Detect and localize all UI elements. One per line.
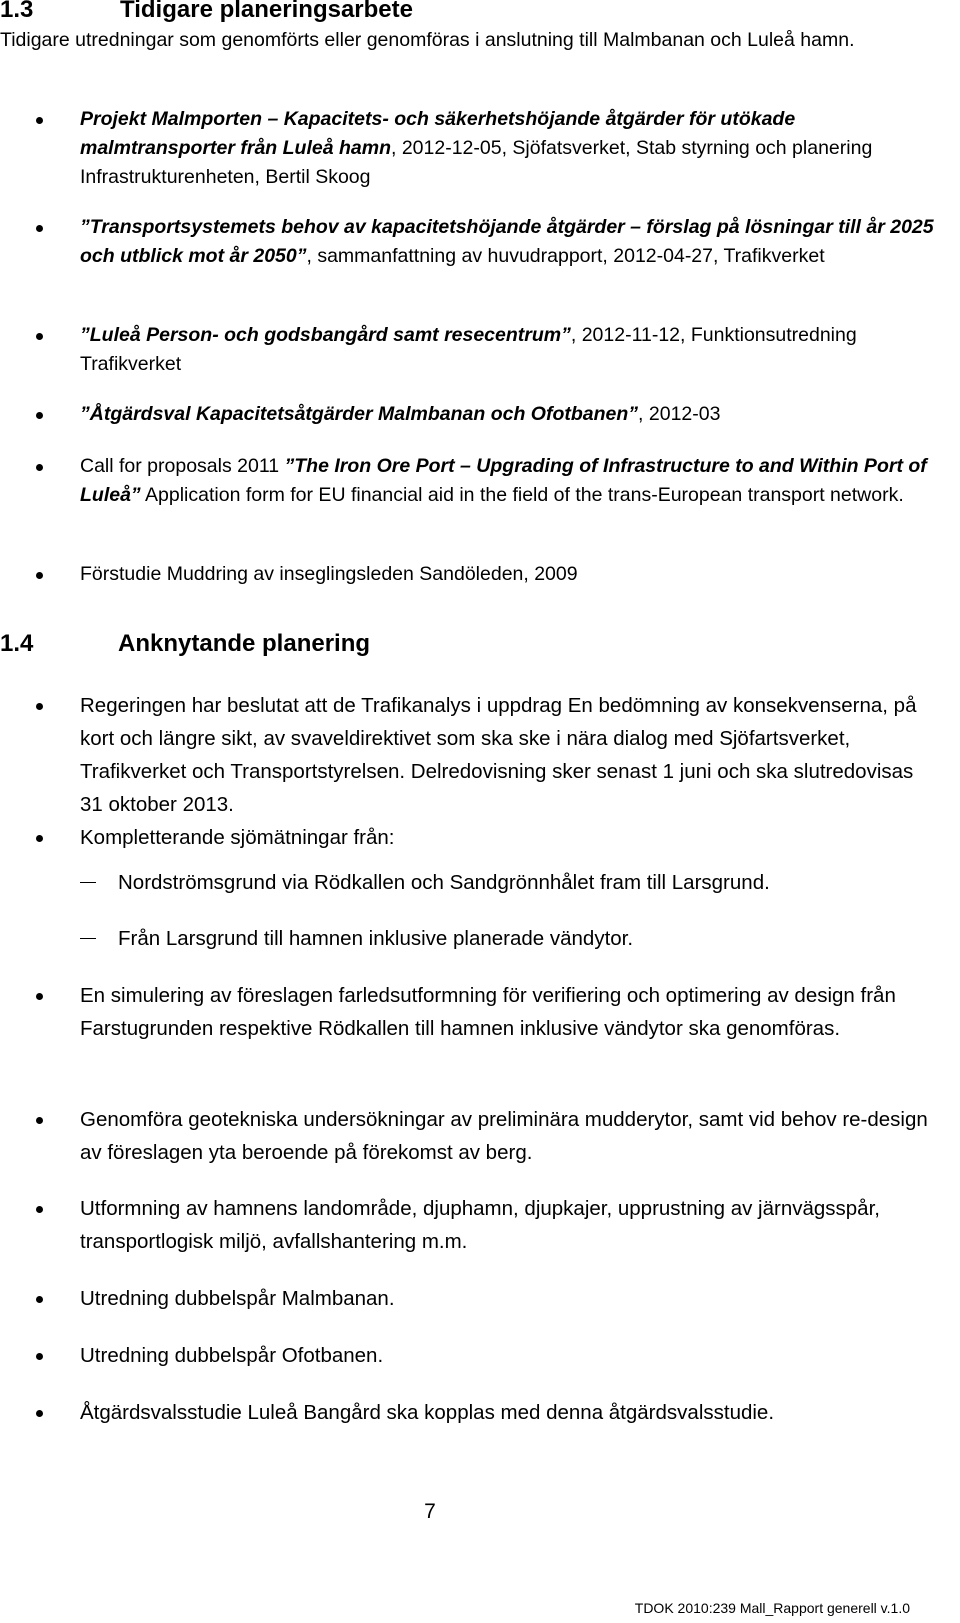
section-title: Anknytande planering	[118, 630, 371, 657]
page-number: 7	[424, 1500, 436, 1523]
section-title: Tidigare planeringsarbete	[120, 0, 413, 23]
bullet-icon	[36, 225, 43, 232]
bullet-icon	[36, 464, 43, 471]
dash-icon	[80, 882, 96, 883]
document-id: TDOK 2010:239 Mall_Rapport generell v.1.0	[634, 1600, 910, 1616]
bullet-icon	[36, 1410, 43, 1417]
bullet-icon	[36, 1206, 43, 1213]
bullet-icon	[36, 412, 43, 419]
section-number: 1.3	[0, 0, 34, 23]
bullet-icon	[36, 1296, 43, 1303]
section-number: 1.4	[0, 630, 34, 657]
dash-icon	[80, 938, 96, 939]
section-heading-1-3	[0, 0, 413, 24]
bullet-icon	[36, 1353, 43, 1360]
bullet-icon	[36, 703, 43, 710]
bullet-icon	[36, 117, 43, 124]
bullet-icon	[36, 993, 43, 1000]
intro-paragraph: Tidigare utredningar som genomförts eller genomföras i anslutning till Malmbanan och Luleå hamn.	[0, 29, 855, 51]
section-heading-1-4	[0, 630, 371, 658]
bullet-icon	[36, 572, 43, 579]
bullet-icon	[36, 333, 43, 340]
bullet-icon	[36, 1117, 43, 1124]
bullet-icon	[36, 835, 43, 842]
